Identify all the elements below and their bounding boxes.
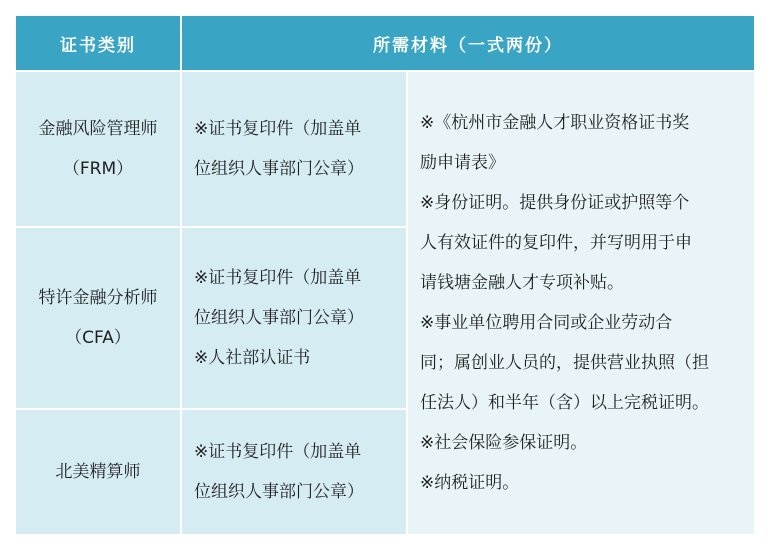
materials-table	[14, 14, 756, 536]
header-row	[15, 15, 755, 71]
table-row	[15, 71, 755, 227]
copy-requirement-line: ※人社部认证书	[194, 348, 311, 368]
certificate-copy-cell	[181, 227, 407, 409]
requirement-line: 同；属创业人员的，提供营业执照（担	[420, 353, 709, 373]
certificate-type-cell	[15, 71, 181, 227]
requirement-line: 任法人）和半年（含）以上完税证明。	[420, 393, 709, 413]
requirement-line: 励申请表》	[420, 153, 505, 173]
copy-requirement-line: ※证书复印件（加盖单	[194, 268, 362, 288]
requirement-line: ※社会保险参保证明。	[420, 433, 588, 453]
header-required-materials: 所需材料（一式两份）	[181, 15, 755, 71]
copy-requirement-line: ※证书复印件（加盖单	[194, 442, 362, 462]
requirement-line: ※事业单位聘用合同或企业劳动合	[420, 313, 673, 333]
requirement-line: 请钱塘金融人才专项补贴。	[420, 273, 624, 293]
materials-table-frame	[14, 14, 754, 530]
certificate-type-abbr: （FRM）	[62, 159, 134, 179]
header-certificate-type: 证书类别	[15, 15, 181, 71]
requirement-line: 人有效证件的复印件，并写明用于申	[420, 233, 692, 253]
certificate-type-name: 北美精算师	[55, 462, 141, 482]
certificate-type-name: 特许金融分析师	[38, 288, 158, 308]
copy-requirement-line: 位组织人事部门公章）	[194, 159, 364, 179]
copy-requirement-line: 位组织人事部门公章）	[194, 482, 364, 502]
certificate-type-cell	[15, 227, 181, 409]
certificate-copy-cell	[181, 409, 407, 535]
copy-requirement-line: 位组织人事部门公章）	[194, 308, 364, 328]
common-requirements-cell	[407, 71, 755, 535]
certificate-type-abbr: （CFA）	[65, 328, 131, 348]
requirement-line: ※身份证明。提供身份证或护照等个	[420, 193, 690, 213]
copy-requirement-line: ※证书复印件（加盖单	[194, 119, 362, 139]
certificate-type-name: 金融风险管理师	[38, 119, 158, 139]
certificate-type-cell	[15, 409, 181, 535]
requirement-line: ※纳税证明。	[420, 473, 520, 493]
certificate-copy-cell	[181, 71, 407, 227]
requirement-line: ※《杭州市金融人才职业资格证书奖	[420, 113, 690, 133]
